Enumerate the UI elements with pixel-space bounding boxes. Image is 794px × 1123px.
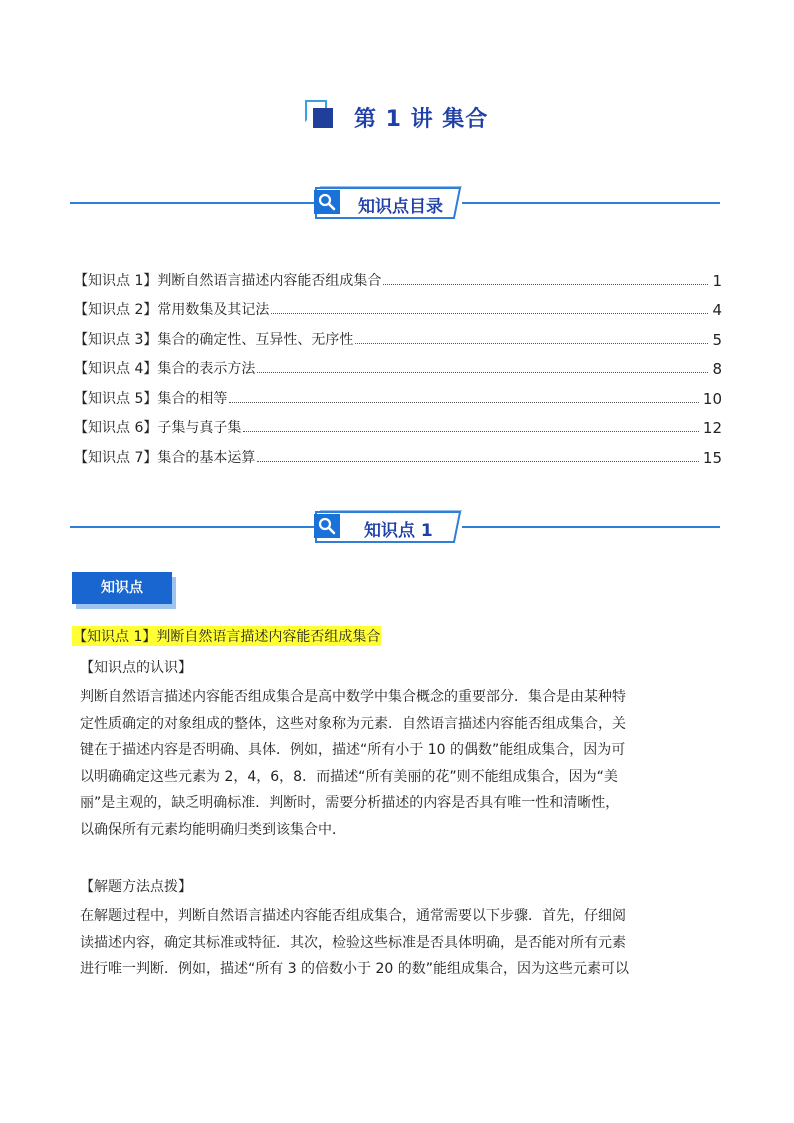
recognition-heading: 【知识点的认识】 — [80, 660, 192, 676]
kp1-banner-label: 知识点 1 — [364, 521, 433, 541]
kp-tag-label: 知识点 — [72, 572, 172, 604]
toc-item[interactable]: 【知识点 2】常用数集及其记法 4 — [74, 301, 722, 319]
toc-item[interactable]: 【知识点 4】集合的表示方法 8 — [74, 360, 722, 378]
toc-item[interactable]: 【知识点 3】集合的确定性、互异性、无序性 5 — [74, 330, 722, 349]
search-icon — [314, 514, 340, 538]
knowledge-point-banner — [70, 510, 720, 550]
page-title: 第 1 讲 集合 — [354, 107, 489, 132]
square-icon — [313, 108, 333, 128]
toc-item[interactable]: 【知识点 1】判断自然语言描述内容能否组成集合 1 — [74, 271, 722, 290]
method-paragraph: 在解题过程中，判断自然语言描述内容能否组成集合，通常需要以下步骤．首先，仔细阅 读描述内容，确定其标准或特征．其次，检验这些标准是否具体明确，是否能对所有元素 进行唯一判断．例如，描述“所有 3 的倍数小于 20 的数”能组成集合，因为这些元素可以 — [80, 908, 630, 977]
table-of-contents — [74, 260, 722, 467]
knowledge-point-tag — [72, 572, 172, 608]
toc-banner — [70, 186, 720, 226]
recognition-paragraph: 判断自然语言描述内容能否组成集合是高中数学中集合概念的重要部分．集合是由某种特 定性质确定的对象组成的整体，这些对象称为元素．自然语言描述内容能否组成集合，关 键在于描述内容是否明确、具体．例如，描述“所有小于 10 的偶数”能组成集合，因为可 以明确确定这些元素为 2，4，6，8．而描述“所有美丽的花”则不能组成集合，因为“美 丽”是主观的，缺乏明确标准．判断时，需要分析描述的内容是否具有唯一性和清晰性， 以确保所有元素均能明确归类到该集合中． — [80, 689, 626, 838]
toc-item[interactable]: 【知识点 7】集合的基本运算 15 — [74, 448, 722, 467]
method-heading: 【解题方法点拨】 — [80, 879, 192, 895]
search-icon — [314, 190, 340, 214]
toc-item[interactable]: 【知识点 6】子集与真子集 12 — [74, 419, 722, 437]
kp1-heading: 【知识点 1】判断自然语言描述内容能否组成集合 — [72, 626, 381, 646]
toc-banner-label: 知识点目录 — [358, 197, 443, 217]
document-header — [0, 98, 794, 138]
toc-item[interactable]: 【知识点 5】集合的相等 10 — [74, 389, 722, 408]
